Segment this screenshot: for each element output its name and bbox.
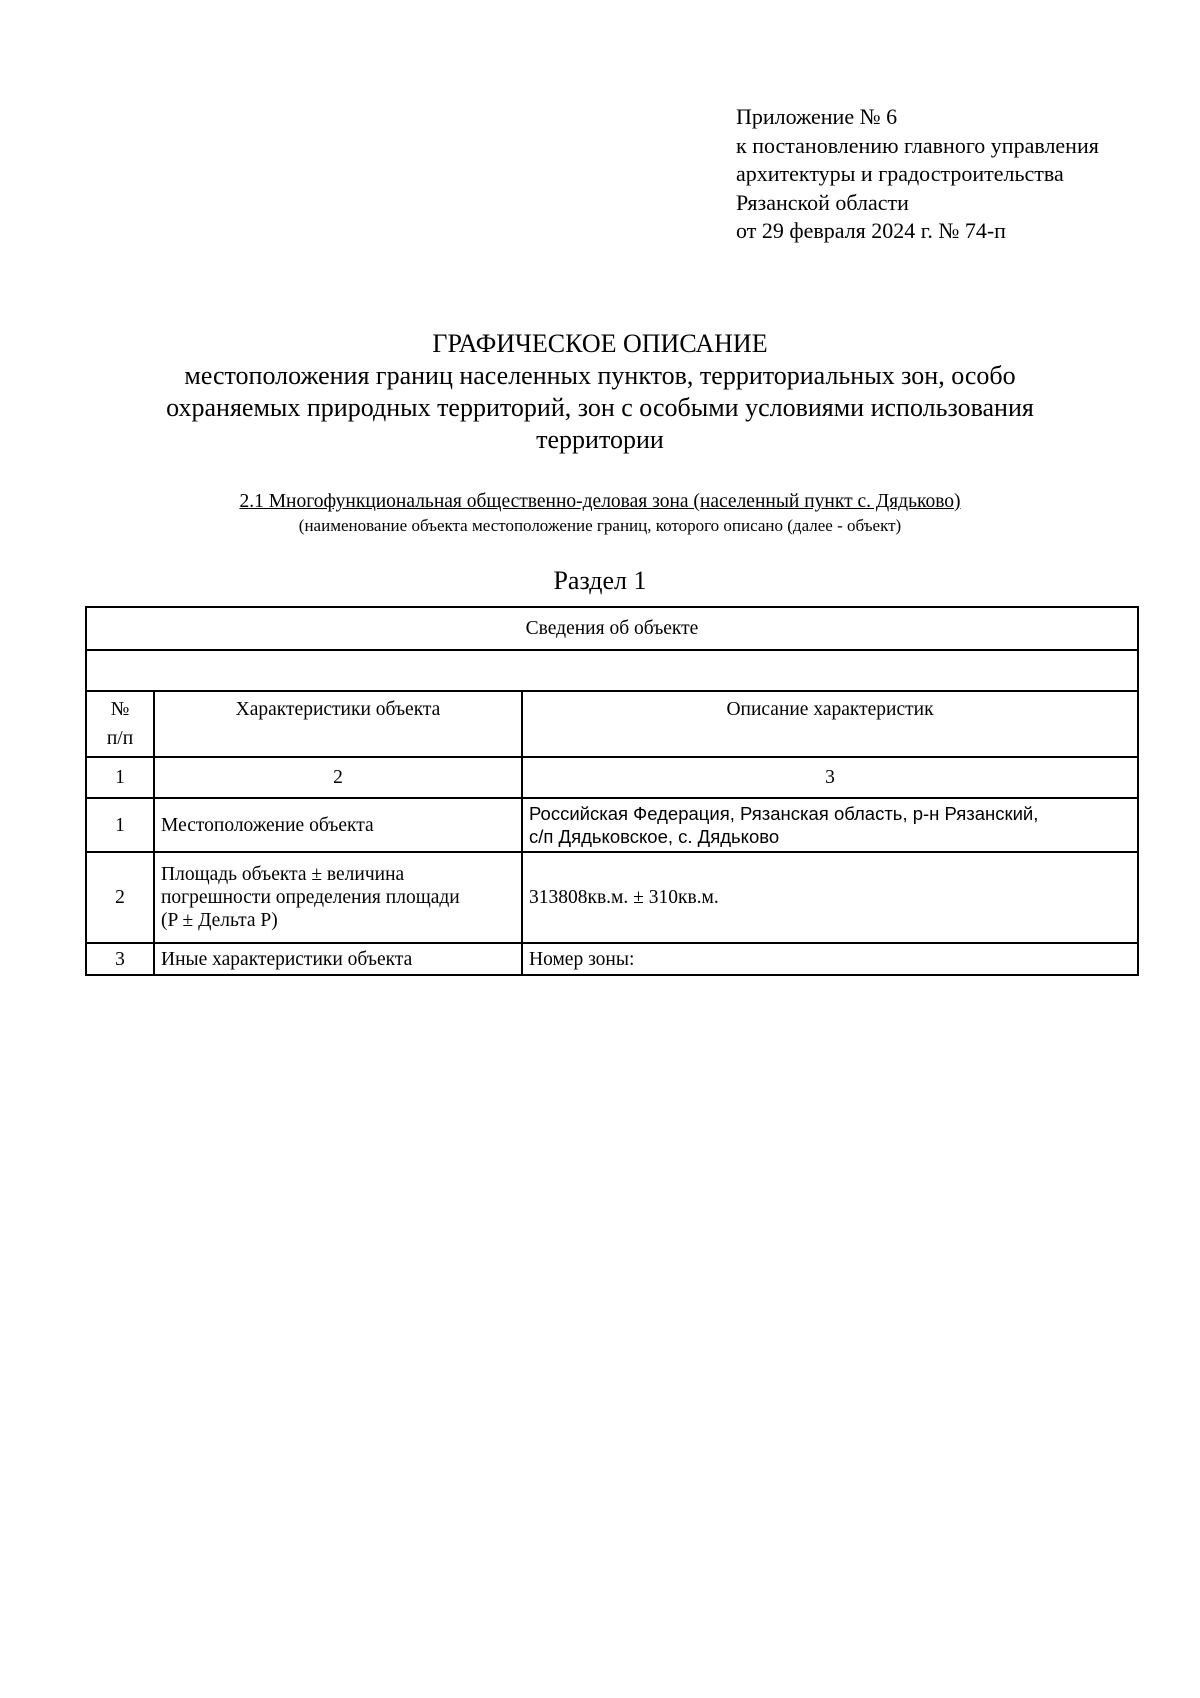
appendix-line-2: к постановлению главного управления (736, 132, 1099, 158)
row-description: Номер зоны: (522, 943, 1138, 975)
header-characteristic: Характеристики объекта (154, 691, 522, 757)
table-row (86, 852, 1138, 943)
appendix-line-3: архитектуры и градостроительства (736, 161, 1064, 186)
row-description (522, 798, 1138, 852)
table-empty-row (86, 650, 1138, 691)
title-line-3: охраняемых природных территорий, зон с особыми условиями использования (166, 393, 1034, 422)
table-row (86, 943, 1138, 975)
column-number-3: 3 (522, 757, 1138, 798)
title-line-2: местоположения границ населенных пунктов, территориальных зон, особо (184, 361, 1016, 390)
empty-cell (86, 650, 1138, 691)
object-caption: (наименование объекта местоположение границ, которого описано (далее - объект) (298, 516, 902, 535)
appendix-line-5: от 29 февраля 2024 г. № 74-п (736, 218, 1006, 243)
header-num (86, 691, 154, 757)
description-line-1: Российская Федерация, Рязанская область, р-н Рязанский, (529, 803, 1039, 824)
description-line-2: с/п Дядьковское, с. Дядьково (529, 826, 780, 847)
row-characteristic: Местоположение объекта (154, 798, 522, 852)
column-numbers-row (86, 757, 1138, 798)
section-title: Раздел 1 (553, 566, 647, 595)
object-info-table (85, 606, 1139, 976)
row-characteristic (154, 852, 522, 943)
table-header-row (86, 691, 1138, 757)
table-row (86, 798, 1138, 852)
column-number-2: 2 (154, 757, 522, 798)
object-name (0, 491, 1200, 513)
object-name-text: 2.1 Многофункциональная общественно-деловая зона (населенный пункт с. Дядьково) (239, 491, 961, 512)
header-num-line-1: № (110, 699, 130, 720)
title-line-1: ГРАФИЧЕСКОЕ ОПИСАНИЕ (432, 329, 768, 358)
table-caption-row (86, 607, 1138, 650)
characteristic-line-1: Площадь объекта ± величина (161, 864, 405, 885)
column-number-1: 1 (86, 757, 154, 798)
characteristic-line-3: (P ± Дельта P) (161, 910, 278, 931)
row-characteristic: Иные характеристики объекта (154, 943, 522, 975)
title-line-4: территории (536, 425, 664, 454)
appendix-line-4: Рязанской области (736, 189, 909, 215)
row-num: 1 (86, 798, 154, 852)
row-description: 313808кв.м. ± 310кв.м. (522, 852, 1138, 943)
appendix-block (736, 103, 1099, 246)
row-num: 3 (86, 943, 154, 975)
table-caption: Сведения об объекте (86, 607, 1138, 650)
document-title (0, 328, 1200, 456)
row-num: 2 (86, 852, 154, 943)
header-description: Описание характеристик (522, 691, 1138, 757)
appendix-line-1: Приложение № 6 (736, 104, 898, 129)
characteristic-line-2: погрешности определения площади (161, 887, 460, 908)
header-num-line-2: п/п (106, 728, 134, 749)
